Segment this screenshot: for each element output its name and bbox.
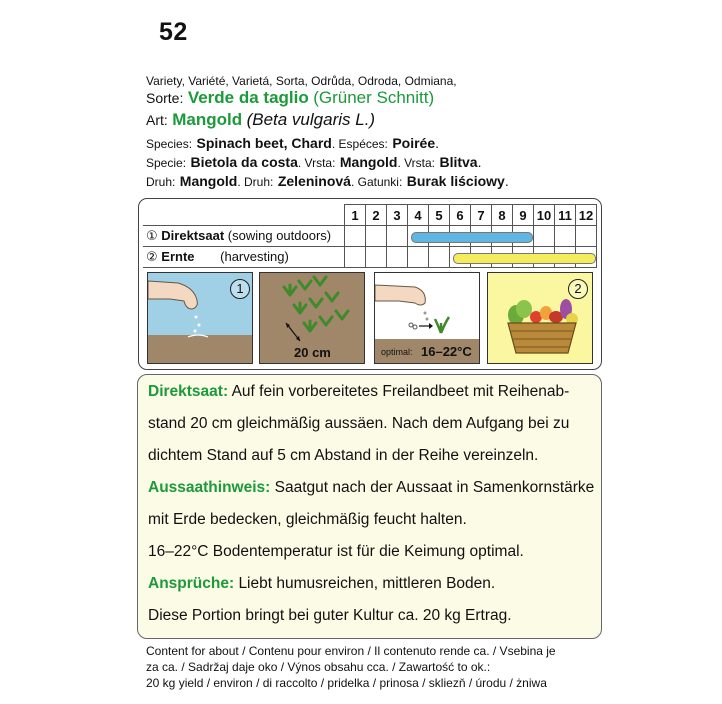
species-line [146,135,439,153]
month-slot [576,226,597,247]
value: Mangold [179,173,238,189]
direktsaat-line-1 [148,383,569,401]
value: Bietola da costa [190,154,298,170]
month-slot [366,247,387,268]
latin-name: (Beta vulgaris L.) [246,110,376,129]
harvest-sub: (harvesting) [220,249,289,264]
sowing-period-bar [411,232,533,243]
month-cell: 1 [345,205,366,226]
month-cell: 8 [492,205,513,226]
month-slot [534,226,555,247]
instructions-box [137,374,602,639]
month-cell: 10 [534,205,555,226]
harvest-marker: ② [146,249,158,264]
punct: . [435,135,440,151]
sorte-label: Sorte: [146,90,184,106]
sowing-label-cell [143,226,345,247]
panel-germination [374,272,480,364]
panel-sowing-hand [147,272,253,364]
specie-line [146,154,481,172]
text: Auf fein vorbereitetes Freilandbeet mit Reihenab- [231,383,570,400]
month-slot [345,226,366,247]
value: Spinach beet, Chard [196,135,332,151]
value: Blitva [439,154,478,170]
label: . Vrsta: [397,156,436,170]
harvest-label-cell [143,247,345,268]
label: . Gatunki: [350,175,403,189]
text: Saatgut nach der Aussaat in Samenkornstärke [274,479,595,496]
aussaathinweis-line-2: mit Erde bedecken, gleichmäßig feucht halten. [148,511,467,528]
ansprueche-label: Ansprüche: [148,575,235,592]
month-slot [387,247,408,268]
aussaathinweis-line-1 [148,479,594,497]
variety-languages: Variety, Variété, Varietá, Sorta, Odrůda, Odroda, Odmiana, [146,74,457,88]
month-cell: 2 [366,205,387,226]
harvest-label: Ernte [161,249,195,264]
value: Burak liściowy [406,173,505,189]
label: Species: [146,137,193,151]
month-cell: 9 [513,205,534,226]
label: . Vrsta: [297,156,336,170]
optimal-temperature: 16–22°C [421,344,472,359]
content-note-line-2: za ca. / Sadržaj daje oko / Výnos obsahu cca. / Zawartość to ok.: [146,660,491,674]
month-header-row [143,205,597,226]
label: Specie: [146,156,187,170]
aussaathinweis-line-3: 16–22°C Bodentemperatur ist für die Keimung optimal. [148,543,524,560]
variety-german: (Grüner Schnitt) [313,88,435,107]
month-cell: 3 [387,205,408,226]
text: Liebt humusreichen, mittleren Boden. [238,575,496,592]
optimal-prefix: optimal: [381,347,413,357]
label: . Espéces: [331,137,388,151]
value: Zeleninová [277,173,351,189]
value: Poirée [392,135,436,151]
panel-harvest-basket [487,272,593,364]
ansprueche-line-1 [148,575,495,593]
month-slot [345,247,366,268]
variety-name: Verde da taglio [187,88,309,107]
month-slot [387,226,408,247]
month-cell: 12 [576,205,597,226]
direktsaat-line-3: dichtem Stand auf 5 cm Abstand in der Reihe vereinzeln. [148,447,539,464]
druh-line [146,173,509,191]
month-slot [408,247,429,268]
value: Mangold [339,154,398,170]
month-slot [366,226,387,247]
variety-line [146,88,434,108]
month-slot [555,226,576,247]
species-name: Mangold [172,110,243,129]
sowing-label: Direktsaat [161,228,225,243]
step-2-marker: 2 [568,279,588,299]
punct: . [477,154,482,170]
month-cell: 4 [408,205,429,226]
harvest-period-bar [453,253,596,264]
month-cell: 11 [555,205,576,226]
content-note-line-3: 20 kg yield / environ / di raccolto / pridelka / prinosa / skliezň / úrodu / żniwa [146,676,547,690]
art-label: Art: [146,112,168,128]
month-cell: 7 [471,205,492,226]
direktsaat-line-2: stand 20 cm gleichmäßig aussäen. Nach dem Aufgang bei zu [148,415,570,432]
label: . Druh: [237,175,274,189]
month-slot [429,247,450,268]
month-cell: 5 [429,205,450,226]
panel-row-spacing [259,272,365,364]
ansprueche-line-2: Diese Portion bringt bei guter Kultur ca. 20 kg Ertrag. [148,607,512,624]
label: Druh: [146,175,176,189]
packet-number: 52 [159,18,188,46]
aussaathinweis-label: Aussaathinweis: [148,479,271,496]
month-cell: 6 [450,205,471,226]
sowing-sub: (sowing outdoors) [227,228,332,243]
sowing-marker: ① [146,228,158,243]
content-note-line-1: Content for about / Contenu pour environ / Il contenuto rende ca. / Vsebina je [146,644,556,658]
row-spacing-label: 20 cm [294,345,331,360]
step-1-marker: 1 [230,279,250,299]
direktsaat-label: Direktsaat: [148,383,229,400]
corner-cell [143,205,345,226]
species-title-line [146,110,375,130]
punct: . [504,173,509,189]
